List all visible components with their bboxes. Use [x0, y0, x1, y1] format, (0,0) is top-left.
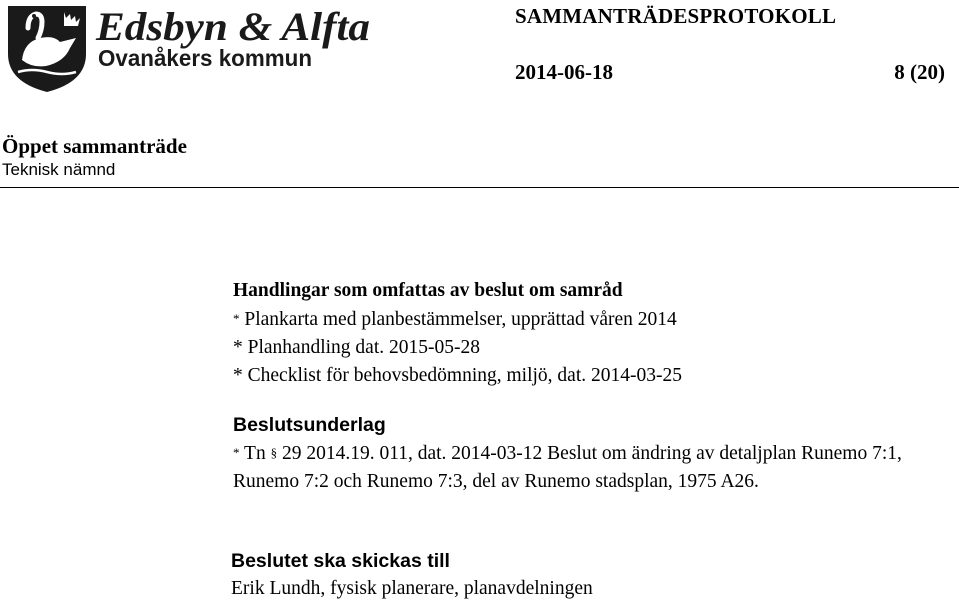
- documents-section: [233, 277, 955, 390]
- list-item-text: Checklist för behovsbedömning, miljö, dat. 2014-03-25: [247, 365, 682, 386]
- list-item-text: Plankarta med planbestämmelser, upprättad våren 2014: [244, 309, 677, 330]
- logo-line-2: Ovanåkers kommun: [98, 45, 312, 71]
- basis-text: [233, 439, 955, 496]
- list-item-text: Planhandling dat. 2015-05-28: [247, 337, 480, 358]
- meeting-date: 2014-06-18: [515, 60, 613, 84]
- recipient-text: Erik Lundh, fysisk planerare, planavdelningen: [231, 578, 593, 599]
- document-type: SAMMANTRÄDESPROTOKOLL: [515, 4, 837, 28]
- municipality-logo: [4, 2, 374, 92]
- section-heading: Beslutet ska skickas till: [231, 550, 450, 572]
- list-item: [233, 334, 955, 362]
- recipients-section: [231, 547, 953, 601]
- header-divider: [0, 187, 959, 188]
- bullet: *: [233, 445, 240, 460]
- list-item: [233, 305, 955, 334]
- bullet: *: [233, 337, 243, 358]
- bullet: *: [233, 365, 243, 386]
- basis-section: [233, 411, 955, 496]
- reference-prefix: Tn: [244, 443, 266, 464]
- bullet: *: [233, 311, 240, 326]
- section-sign: §: [270, 445, 278, 460]
- meeting-type: Öppet sammanträde: [2, 134, 187, 158]
- logo-line-1: Edsbyn & Alfta: [94, 4, 370, 49]
- coat-of-arms-icon: [8, 6, 86, 92]
- page-number: 8 (20): [894, 60, 945, 84]
- section-heading: Handlingar som omfattas av beslut om samråd: [233, 280, 623, 301]
- basis-description: 29 2014.19. 011, dat. 2014-03-12 Beslut om ändring av detaljplan Runemo 7:1, Runemo 7:2 och Runemo 7:3, del av Runemo stadsplan, 1975 A26.: [233, 443, 902, 492]
- committee-name: Teknisk nämnd: [2, 160, 116, 179]
- list-item: [233, 362, 955, 390]
- section-heading: Beslutsunderlag: [233, 414, 386, 436]
